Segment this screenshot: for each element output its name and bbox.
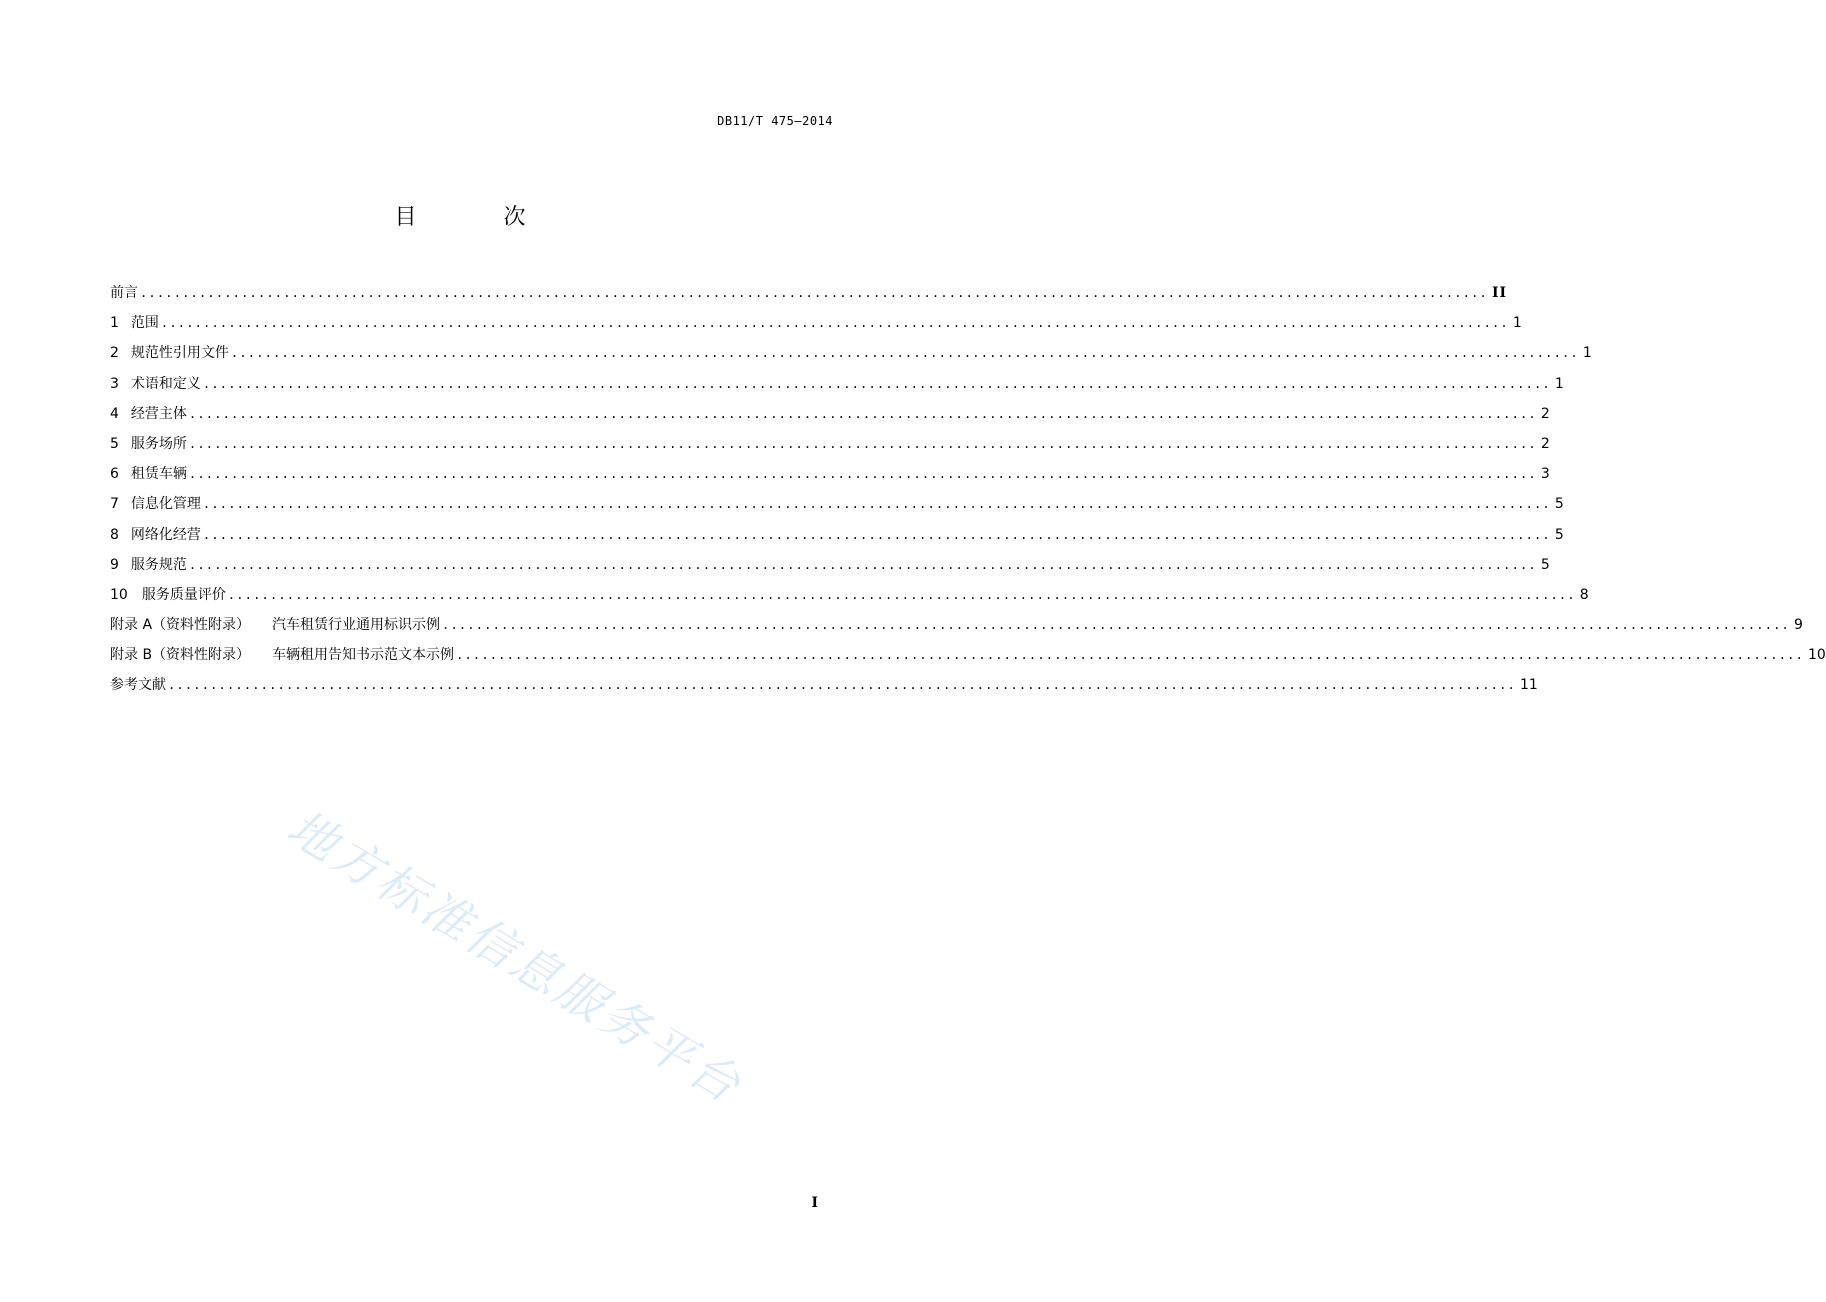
toc-leader-dots: ................................................................................................................................................................ <box>456 648 1804 663</box>
toc-page-number: 5 <box>1540 556 1550 573</box>
toc-section-number: 10 <box>110 586 128 603</box>
toc-entry-references[interactable] <box>110 670 1538 700</box>
toc-entry-5[interactable] <box>110 429 1550 459</box>
toc-entry-4[interactable] <box>110 399 1550 429</box>
toc-page-number: II <box>1491 285 1508 301</box>
toc-entry-appendix-b[interactable] <box>110 640 1826 670</box>
toc-leader-dots: ................................................................................................................................................................ <box>188 436 1537 451</box>
toc-label: 附录 B（资料性附录） <box>110 647 251 664</box>
standard-code: DB11/T 475—2014 <box>717 114 833 128</box>
table-of-contents <box>110 278 1826 701</box>
toc-label: 规范性引用文件 <box>130 345 229 362</box>
toc-page-number: 2 <box>1540 405 1550 422</box>
toc-leader-dots: ................................................................................................................................................................ <box>227 587 1576 602</box>
toc-leader-dots: ................................................................................................................................................................ <box>202 376 1551 391</box>
toc-page-number: 2 <box>1540 435 1550 452</box>
toc-leader-dots: ................................................................................................................................................................ <box>188 557 1537 572</box>
page-title: 目 次 <box>394 205 566 230</box>
toc-leader-dots: ................................................................................................................................................................ <box>168 678 1516 693</box>
toc-entry-3[interactable] <box>110 369 1564 399</box>
toc-page-number: 1 <box>1512 315 1522 332</box>
toc-section-number: 9 <box>110 556 119 573</box>
toc-sublabel: 车辆租用告知书示范文本示例 <box>272 647 455 664</box>
toc-entry-10[interactable] <box>110 580 1589 610</box>
toc-leader-dots: ................................................................................................................................................................ <box>442 618 1790 633</box>
toc-label: 租赁车辆 <box>130 466 187 483</box>
toc-leader-dots: ................................................................................................................................................................ <box>202 527 1551 542</box>
toc-label: 信息化管理 <box>130 496 201 513</box>
toc-page-number: 1 <box>1554 375 1564 392</box>
toc-label: 附录 A（资料性附录） <box>110 617 251 634</box>
toc-entry-1[interactable] <box>110 308 1522 338</box>
toc-page-number: 5 <box>1554 526 1564 543</box>
toc-page-number: 11 <box>1519 677 1538 694</box>
toc-section-number: 6 <box>110 466 119 483</box>
toc-section-number: 2 <box>110 345 119 362</box>
toc-entry-7[interactable] <box>110 489 1564 519</box>
toc-entry-9[interactable] <box>110 550 1550 580</box>
toc-label: 服务质量评价 <box>141 586 226 603</box>
toc-section-number: 4 <box>110 405 119 422</box>
toc-entry-8[interactable] <box>110 520 1564 550</box>
toc-label: 范围 <box>130 315 159 332</box>
toc-leader-dots: ................................................................................................................................................................ <box>160 316 1509 331</box>
toc-leader-dots: ................................................................................................................................................................ <box>230 346 1579 361</box>
toc-entry-6[interactable] <box>110 459 1550 489</box>
toc-section-number: 5 <box>110 435 119 452</box>
toc-page-number: 8 <box>1579 586 1589 603</box>
toc-entry-appendix-a[interactable] <box>110 610 1803 640</box>
footer-page-number: I <box>811 1195 818 1211</box>
toc-section-number: 3 <box>110 375 119 392</box>
toc-page-number: 10 <box>1808 647 1826 664</box>
toc-label: 服务规范 <box>130 556 187 573</box>
toc-label: 术语和定义 <box>130 375 201 392</box>
toc-label: 经营主体 <box>130 405 187 422</box>
watermark: 地方标准信息服务平台 <box>277 799 753 1116</box>
toc-label: 网络化经营 <box>130 526 201 543</box>
toc-leader-dots: ................................................................................................................................................................ <box>188 406 1537 421</box>
toc-section-number: 1 <box>110 315 119 332</box>
toc-page-number: 3 <box>1540 466 1550 483</box>
toc-label: 前言 <box>110 285 138 301</box>
toc-leader-dots: ................................................................................................................................................................ <box>202 497 1551 512</box>
toc-entry-foreword[interactable] <box>110 278 1508 308</box>
toc-leader-dots: ................................................................................................................................................................ <box>188 467 1537 482</box>
toc-page-number: 9 <box>1793 617 1803 634</box>
toc-section-number: 8 <box>110 526 119 543</box>
toc-label: 参考文献 <box>110 677 166 694</box>
toc-page-number: 1 <box>1582 345 1592 362</box>
toc-label: 服务场所 <box>130 435 187 452</box>
toc-sublabel: 汽车租赁行业通用标识示例 <box>272 617 441 634</box>
toc-page-number: 5 <box>1554 496 1564 513</box>
toc-section-number: 7 <box>110 496 119 513</box>
toc-entry-2[interactable] <box>110 338 1592 368</box>
toc-leader-dots: ................................................................................................................................................................ <box>140 286 1488 300</box>
